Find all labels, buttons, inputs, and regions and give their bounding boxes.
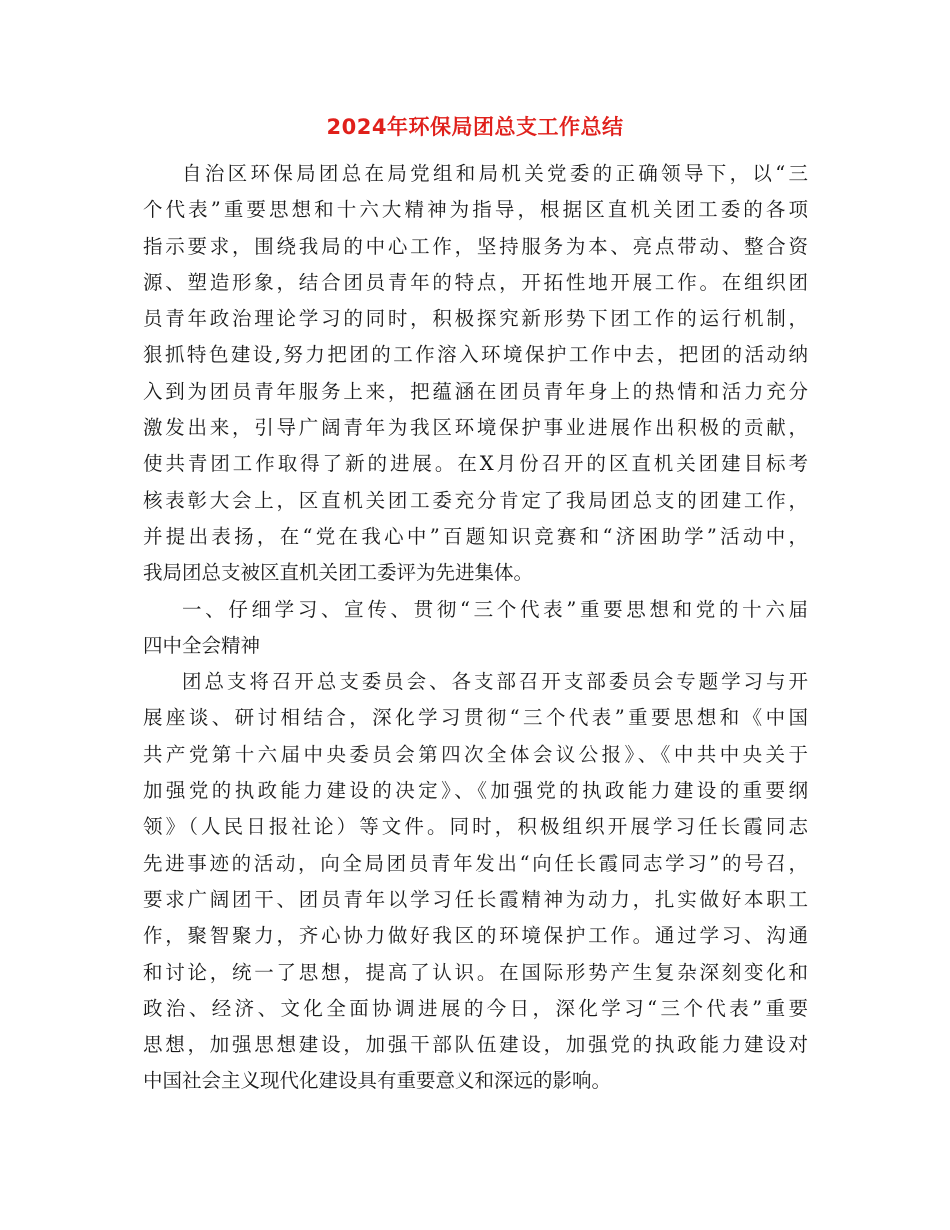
paragraph-1-line-4: 源、塑造形象，结合团员青年的特点，开拓性地开展工作。在组织团 bbox=[143, 270, 808, 294]
paragraph-2-line-4: 加强党的执政能力建设的决定》、《加强党的执政能力建设的重要纲 bbox=[143, 779, 808, 803]
paragraph-1-line-6: 狠抓特色建设,努力把团的工作溶入环境保护工作中去，把团的活动纳 bbox=[143, 343, 808, 367]
paragraph-2-line-6: 先进事迹的活动，向全局团员青年发出“向任长霞同志学习”的号召， bbox=[143, 851, 808, 875]
paragraph-1-line-9: 使共青团工作取得了新的进展。在X月份召开的区直机关团建目标考 bbox=[143, 452, 808, 476]
paragraph-1-line-5: 员青年政治理论学习的同时，积极探究新形势下团工作的运行机制， bbox=[143, 307, 808, 331]
paragraph-2-line-5: 领》（人民日报社论）等文件。同时，积极组织开展学习任长霞同志 bbox=[143, 815, 808, 839]
paragraph-1-line-7: 入到为团员青年服务上来，把蕴涵在团员青年身上的热情和活力充分 bbox=[143, 379, 808, 403]
paragraph-1-line-3: 指示要求，围绕我局的中心工作，坚持服务为本、亮点带动、整合资 bbox=[143, 234, 808, 258]
paragraph-1-line-10: 核表彰大会上，区直机关团工委充分肯定了我局团总支的团建工作， bbox=[143, 488, 808, 512]
paragraph-2-line-11: 思想，加强思想建设，加强干部队伍建设，加强党的执政能力建设对 bbox=[143, 1033, 808, 1057]
paragraph-2-line-12: 中国社会主义现代化建设具有重要意义和深远的影响。 bbox=[143, 1069, 612, 1093]
paragraph-1-line-8: 激发出来，引导广阔青年为我区环境保护事业进展作出积极的贡献， bbox=[143, 416, 808, 440]
section-heading-line-1: 一、仔细学习、宣传、贯彻“三个代表”重要思想和党的十六届 bbox=[182, 597, 808, 621]
paragraph-2-line-1: 团总支将召开总支委员会、各支部召开支部委员会专题学习与开 bbox=[182, 670, 808, 694]
paragraph-2-line-3: 共产党第十六届中央委员会第四次全体会议公报》、《中共中央关于 bbox=[143, 742, 808, 766]
paragraph-2-line-7: 要求广阔团干、团员青年以学习任长霞精神为动力，扎实做好本职工 bbox=[143, 887, 808, 911]
paragraph-2-line-10: 政治、经济、文化全面协调进展的今日，深化学习“三个代表”重要 bbox=[143, 996, 808, 1020]
document-body bbox=[143, 156, 808, 1100]
section-heading-line-2: 四中全会精神 bbox=[143, 633, 261, 657]
paragraph-1-line-11: 并提出表扬，在“党在我心中”百题知识竞赛和“济困助学”活动中， bbox=[143, 524, 808, 548]
paragraph-1-line-2: 个代表”重要思想和十六大精神为指导，根据区直机关团工委的各项 bbox=[143, 198, 808, 222]
paragraph-1-line-12: 我局团总支被区直机关团工委评为先进集体。 bbox=[143, 561, 534, 585]
document-title: 2024年环保局团总支工作总结 bbox=[326, 115, 624, 139]
paragraph-2-line-8: 作，聚智聚力，齐心协力做好我区的环境保护工作。通过学习、沟通 bbox=[143, 924, 808, 948]
paragraph-2-line-9: 和讨论，统一了思想，提高了认识。在国际形势产生复杂深刻变化和 bbox=[143, 960, 808, 984]
paragraph-2-line-2: 展座谈、研讨相结合，深化学习贯彻“三个代表”重要思想和《中国 bbox=[143, 706, 808, 730]
paragraph-1-line-1: 自治区环保局团总在局党组和局机关党委的正确领导下，以“三 bbox=[182, 162, 808, 185]
